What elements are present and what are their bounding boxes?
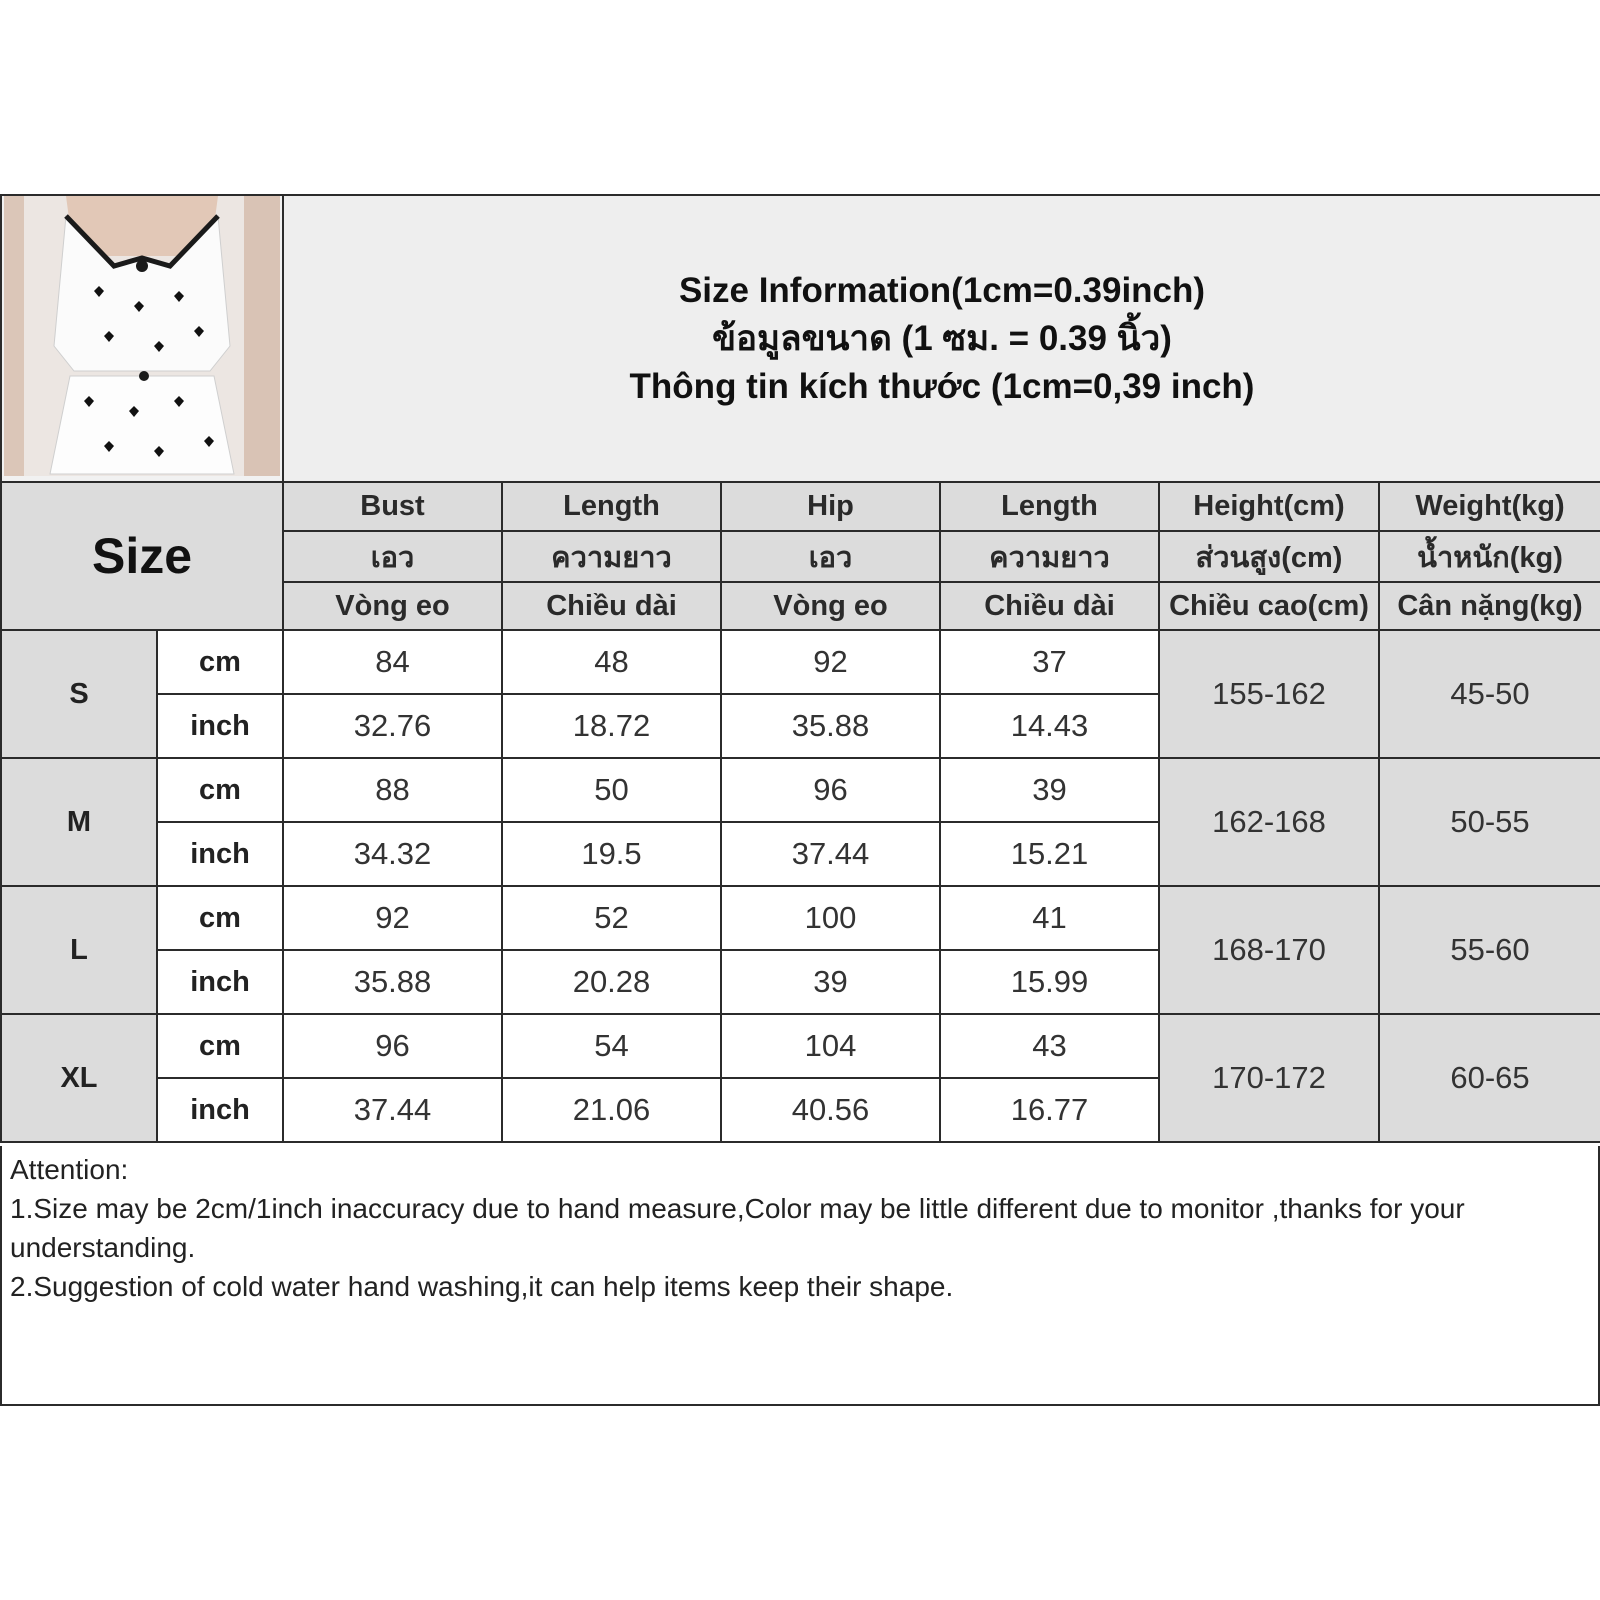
table-cell: 92 [721, 630, 940, 694]
unit-cm: cm [157, 630, 283, 694]
weight-cell: 55-60 [1379, 886, 1600, 1014]
table-cell: 48 [502, 630, 721, 694]
notes-line-2: 2.Suggestion of cold water hand washing,it can help items keep their shape. [10, 1271, 954, 1302]
product-photo [1, 195, 283, 482]
product-image [4, 196, 280, 476]
table-cell: 52 [502, 886, 721, 950]
col-bust-en: Bust [283, 482, 502, 531]
table-cell: 35.88 [721, 694, 940, 758]
table-cell: 14.43 [940, 694, 1159, 758]
table-cell: 20.28 [502, 950, 721, 1014]
col-weight-en: Weight(kg) [1379, 482, 1600, 531]
title-english: Size Information(1cm=0.39inch) [678, 270, 1206, 310]
table-cell: 21.06 [502, 1078, 721, 1142]
table-cell: 43 [940, 1014, 1159, 1078]
col-height-en: Height(cm) [1159, 482, 1379, 531]
table-cell: 18.72 [502, 694, 721, 758]
table-cell: 19.5 [502, 822, 721, 886]
col-bust-vi: Vòng eo [283, 582, 502, 630]
size-column-header: Size [1, 482, 283, 630]
height-cell: 168-170 [1159, 886, 1379, 1014]
col-height-th: ส่วนสูง(cm) [1159, 531, 1379, 582]
unit-inch: inch [157, 822, 283, 886]
table-cell: 15.21 [940, 822, 1159, 886]
col-hip-vi: Vòng eo [721, 582, 940, 630]
table-cell: 96 [283, 1014, 502, 1078]
table-cell: 54 [502, 1014, 721, 1078]
col-height-vi: Chiều cao(cm) [1159, 582, 1379, 630]
table-cell: 84 [283, 630, 502, 694]
col-length-vi: Chiều dài [502, 582, 721, 630]
weight-cell: 60-65 [1379, 1014, 1600, 1142]
table-cell: 50 [502, 758, 721, 822]
height-cell: 170-172 [1159, 1014, 1379, 1142]
size-label-xl: XL [1, 1014, 157, 1142]
weight-cell: 45-50 [1379, 630, 1600, 758]
col-hip-th: เอว [721, 531, 940, 582]
col-bust-th: เอว [283, 531, 502, 582]
title-vietnamese: Thông tin kích thước (1cm=0,39 inch) [629, 366, 1255, 406]
table-cell: 88 [283, 758, 502, 822]
unit-inch: inch [157, 1078, 283, 1142]
unit-cm: cm [157, 1014, 283, 1078]
col-weight-vi: Cân nặng(kg) [1379, 582, 1600, 630]
table-cell: 92 [283, 886, 502, 950]
table-cell: 39 [940, 758, 1159, 822]
height-cell: 155-162 [1159, 630, 1379, 758]
col-hip-en: Hip [721, 482, 940, 531]
unit-inch: inch [157, 694, 283, 758]
size-label-m: M [1, 758, 157, 886]
notes-heading: Attention: [10, 1154, 129, 1185]
table-cell: 40.56 [721, 1078, 940, 1142]
title-thai: ข้อมูลขนาด (1 ซม. = 0.39 นิ้ว) [712, 318, 1172, 358]
table-cell: 100 [721, 886, 940, 950]
size-label-s: S [1, 630, 157, 758]
table-cell: 39 [721, 950, 940, 1014]
table-cell: 37 [940, 630, 1159, 694]
table-cell: 37.44 [721, 822, 940, 886]
unit-cm: cm [157, 886, 283, 950]
table-cell: 41 [940, 886, 1159, 950]
table-cell: 37.44 [283, 1078, 502, 1142]
col-length-th: ความยาว [502, 531, 721, 582]
size-chart [0, 194, 1600, 1406]
height-cell: 162-168 [1159, 758, 1379, 886]
col-length2-en: Length [940, 482, 1159, 531]
table-cell: 34.32 [283, 822, 502, 886]
table-cell: 96 [721, 758, 940, 822]
col-length2-th: ความยาว [940, 531, 1159, 582]
col-weight-th: น้ำหนัก(kg) [1379, 531, 1600, 582]
table-cell: 104 [721, 1014, 940, 1078]
size-table [0, 194, 1600, 1143]
table-cell: 35.88 [283, 950, 502, 1014]
title-block [283, 195, 1600, 482]
col-length2-vi: Chiều dài [940, 582, 1159, 630]
table-cell: 15.99 [940, 950, 1159, 1014]
col-length-en: Length [502, 482, 721, 531]
attention-notes [0, 1146, 1600, 1406]
table-cell: 16.77 [940, 1078, 1159, 1142]
table-cell: 32.76 [283, 694, 502, 758]
size-label-l: L [1, 886, 157, 1014]
weight-cell: 50-55 [1379, 758, 1600, 886]
unit-inch: inch [157, 950, 283, 1014]
unit-cm: cm [157, 758, 283, 822]
notes-line-1: 1.Size may be 2cm/1inch inaccuracy due to hand measure,Color may be little different due to monitor ,thanks for your understanding. [10, 1193, 1465, 1263]
